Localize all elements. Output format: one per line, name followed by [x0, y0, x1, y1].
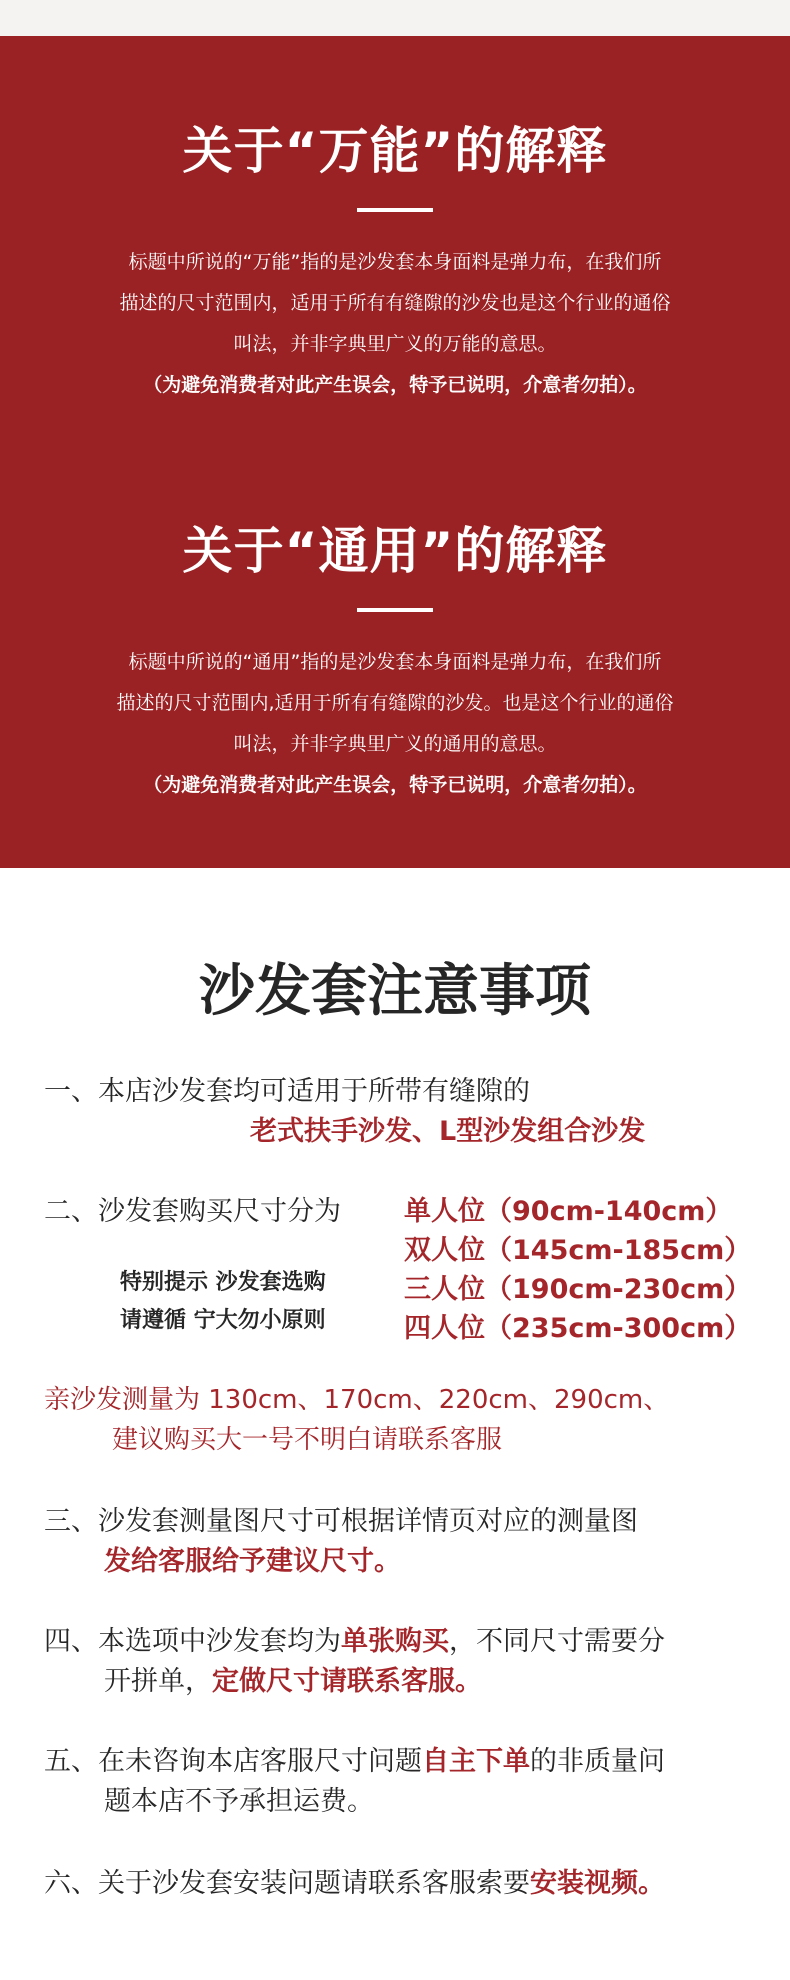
tongyong-paragraph-line: 叫法，并非字典里广义的通用的意思。	[233, 733, 557, 755]
note-item-4-prefix: 四、本选项中沙发套均为	[44, 1626, 341, 1657]
note-item-3-highlight: 发给客服给予建议尺寸。	[104, 1546, 401, 1577]
note-item-5	[44, 1742, 665, 1782]
heading-underline	[357, 608, 433, 612]
measure-advice-line-2: 建议购买大一号不明白请联系客服	[112, 1425, 503, 1455]
note-item-6-prefix: 六、关于沙发套安装问题请联系客服索要	[44, 1868, 530, 1899]
explanation-panel	[0, 36, 790, 868]
note-item-4-line2-prefix: 开拼单，	[104, 1666, 212, 1697]
purchase-tip-line-1: 特别提示 沙发套选购	[120, 1270, 326, 1295]
note-item-5-suffix: 的非质量问	[530, 1746, 665, 1777]
note-item-4-highlight-1: 单张购买	[341, 1626, 449, 1657]
wanneng-paragraph-line: 描述的尺寸范围内，适用于所有有缝隙的沙发也是这个行业的通俗	[119, 292, 671, 314]
note-item-4-highlight-2: 定做尺寸请联系客服。	[212, 1666, 482, 1697]
size-single: 单人位（90cm-140cm）	[404, 1196, 733, 1227]
tongyong-section	[0, 516, 790, 806]
note-item-1-highlight: 老式扶手沙发、L型沙发组合沙发	[250, 1116, 646, 1147]
top-strip	[0, 0, 790, 36]
heading-underline	[357, 208, 433, 212]
note-item-5-prefix: 五、在未咨询本店客服尺寸问题	[44, 1746, 422, 1777]
note-item-1: 一、本店沙发套均可适用于所带有缝隙的	[44, 1076, 530, 1107]
wanneng-paragraph-line: 标题中所说的“万能”指的是沙发套本身面料是弹力布，在我们所	[128, 251, 662, 273]
wanneng-heading: 关于“万能”的解释	[182, 122, 608, 180]
wanneng-paragraph-line: 叫法，并非字典里广义的万能的意思。	[233, 333, 557, 355]
tongyong-heading: 关于“通用”的解释	[182, 522, 608, 580]
notes-title: 沙发套注意事项	[199, 959, 591, 1024]
note-item-2: 二、沙发套购买尺寸分为	[44, 1196, 341, 1227]
purchase-tip-line-2: 请遵循 宁大勿小原则	[120, 1308, 326, 1333]
note-item-4	[44, 1622, 665, 1662]
note-item-6	[44, 1864, 665, 1904]
note-item-5-highlight: 自主下单	[422, 1746, 530, 1777]
note-item-6-highlight: 安装视频。	[530, 1868, 665, 1899]
tongyong-disclaimer: （为避免消费者对此产生误会，特予已说明，介意者勿拍）。	[143, 774, 647, 796]
tongyong-paragraph-line: 标题中所说的“通用”指的是沙发套本身面料是弹力布，在我们所	[128, 651, 662, 673]
measure-advice-line-1: 亲沙发测量为 130cm、170cm、220cm、290cm、	[44, 1385, 670, 1415]
wanneng-disclaimer: （为避免消费者对此产生误会，特予已说明，介意者勿拍）。	[143, 374, 647, 396]
tongyong-paragraph-line: 描述的尺寸范围内,适用于所有有缝隙的沙发。也是这个行业的通俗	[116, 692, 674, 714]
size-double: 双人位（145cm-185cm）	[404, 1235, 752, 1266]
note-item-4-line-2	[104, 1662, 482, 1702]
note-item-5-line-2: 题本店不予承担运费。	[104, 1786, 374, 1817]
notes-panel	[0, 868, 790, 1980]
size-quad: 四人位（235cm-300cm）	[404, 1313, 752, 1344]
note-item-4-middle: ，不同尺寸需要分	[449, 1626, 665, 1657]
note-item-3: 三、沙发套测量图尺寸可根据详情页对应的测量图	[44, 1506, 638, 1537]
size-triple: 三人位（190cm-230cm）	[404, 1274, 752, 1305]
wanneng-section	[0, 116, 790, 406]
